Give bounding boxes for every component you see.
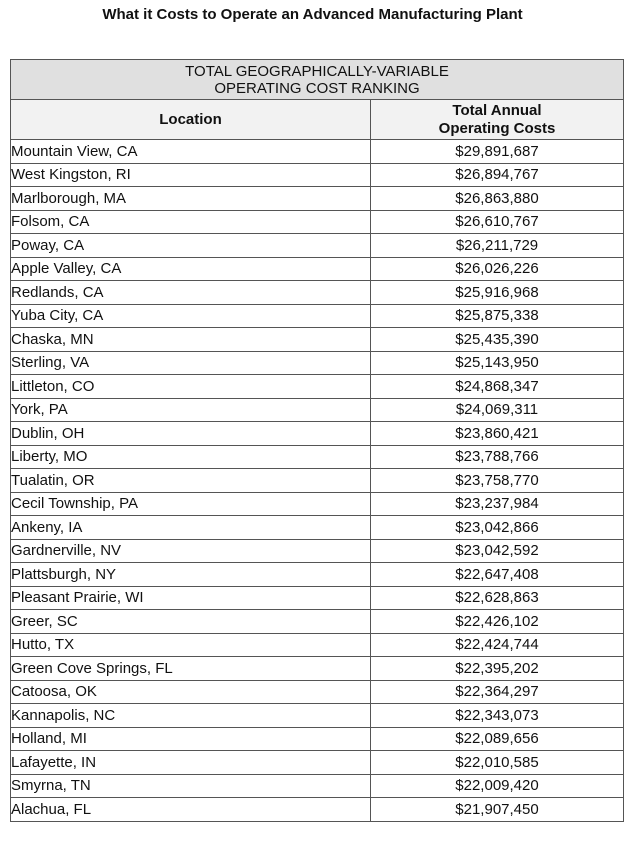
location-cell: Ankeny, IA xyxy=(11,516,371,540)
operating-cost-cell: $26,894,767 xyxy=(371,163,624,187)
operating-cost-cell: $22,647,408 xyxy=(371,563,624,587)
location-cell: Green Cove Springs, FL xyxy=(11,657,371,681)
table-row xyxy=(11,657,624,681)
table-row xyxy=(11,445,624,469)
table-band-title-row xyxy=(11,60,624,100)
operating-cost-cell: $25,435,390 xyxy=(371,328,624,352)
location-cell: Apple Valley, CA xyxy=(11,257,371,281)
table-column-header-row xyxy=(11,100,624,140)
table-row xyxy=(11,469,624,493)
location-cell: Cecil Township, PA xyxy=(11,492,371,516)
location-cell: Hutto, TX xyxy=(11,633,371,657)
location-cell: Littleton, CO xyxy=(11,375,371,399)
table-row xyxy=(11,727,624,751)
operating-cost-cell: $22,089,656 xyxy=(371,727,624,751)
location-cell: Smyrna, TN xyxy=(11,774,371,798)
location-cell: Poway, CA xyxy=(11,234,371,258)
operating-cost-cell: $22,364,297 xyxy=(371,680,624,704)
location-cell: Sterling, VA xyxy=(11,351,371,375)
table-row xyxy=(11,704,624,728)
operating-cost-cell: $23,758,770 xyxy=(371,469,624,493)
table-row xyxy=(11,774,624,798)
location-cell: Gardnerville, NV xyxy=(11,539,371,563)
operating-cost-cell: $23,237,984 xyxy=(371,492,624,516)
table-row xyxy=(11,375,624,399)
table-row xyxy=(11,328,624,352)
operating-cost-cell: $22,426,102 xyxy=(371,610,624,634)
location-cell: Lafayette, IN xyxy=(11,751,371,775)
location-cell: Dublin, OH xyxy=(11,422,371,446)
operating-cost-cell: $26,863,880 xyxy=(371,187,624,211)
table-row xyxy=(11,680,624,704)
location-cell: Mountain View, CA xyxy=(11,140,371,164)
table-row xyxy=(11,234,624,258)
table-band-title xyxy=(11,60,624,100)
table-row xyxy=(11,633,624,657)
operating-cost-cell: $23,860,421 xyxy=(371,422,624,446)
table-row xyxy=(11,210,624,234)
column-header-total-annual-operating-costs xyxy=(371,100,624,140)
operating-cost-ranking-table xyxy=(10,59,624,822)
location-cell: Marlborough, MA xyxy=(11,187,371,211)
table-row xyxy=(11,751,624,775)
location-cell: Tualatin, OR xyxy=(11,469,371,493)
location-cell: Pleasant Prairie, WI xyxy=(11,586,371,610)
operating-cost-cell: $25,143,950 xyxy=(371,351,624,375)
operating-cost-cell: $21,907,450 xyxy=(371,798,624,822)
operating-cost-cell: $22,395,202 xyxy=(371,657,624,681)
operating-cost-cell: $26,610,767 xyxy=(371,210,624,234)
operating-cost-cell: $26,211,729 xyxy=(371,234,624,258)
table-row xyxy=(11,257,624,281)
table-row xyxy=(11,281,624,305)
table-row xyxy=(11,187,624,211)
operating-cost-cell: $26,026,226 xyxy=(371,257,624,281)
location-cell: Kannapolis, NC xyxy=(11,704,371,728)
operating-cost-cell: $22,010,585 xyxy=(371,751,624,775)
table-row xyxy=(11,563,624,587)
location-cell: Greer, SC xyxy=(11,610,371,634)
table-row xyxy=(11,163,624,187)
table-row xyxy=(11,798,624,822)
cost-header-line1: Total Annual xyxy=(452,101,542,119)
location-cell: Catoosa, OK xyxy=(11,680,371,704)
table-row xyxy=(11,422,624,446)
location-cell: Chaska, MN xyxy=(11,328,371,352)
operating-cost-cell: $22,628,863 xyxy=(371,586,624,610)
location-cell: Liberty, MO xyxy=(11,445,371,469)
table-row xyxy=(11,304,624,328)
table-row xyxy=(11,140,624,164)
operating-cost-cell: $24,069,311 xyxy=(371,398,624,422)
table-row xyxy=(11,516,624,540)
location-cell: Holland, MI xyxy=(11,727,371,751)
table-row xyxy=(11,610,624,634)
table-body xyxy=(11,140,624,822)
location-cell: Redlands, CA xyxy=(11,281,371,305)
location-cell: Alachua, FL xyxy=(11,798,371,822)
table-row xyxy=(11,398,624,422)
table-row xyxy=(11,351,624,375)
location-cell: Plattsburgh, NY xyxy=(11,563,371,587)
operating-cost-cell: $29,891,687 xyxy=(371,140,624,164)
operating-cost-cell: $22,009,420 xyxy=(371,774,624,798)
location-cell: Yuba City, CA xyxy=(11,304,371,328)
table-row xyxy=(11,492,624,516)
document-title: What it Costs to Operate an Advanced Manufacturing Plant xyxy=(102,6,523,23)
operating-cost-cell: $23,788,766 xyxy=(371,445,624,469)
table-row xyxy=(11,586,624,610)
location-cell: York, PA xyxy=(11,398,371,422)
band-title-line2: OPERATING COST RANKING xyxy=(214,79,420,97)
operating-cost-cell: $22,424,744 xyxy=(371,633,624,657)
location-cell: West Kingston, RI xyxy=(11,163,371,187)
table-row xyxy=(11,539,624,563)
operating-cost-cell: $25,875,338 xyxy=(371,304,624,328)
operating-cost-cell: $23,042,866 xyxy=(371,516,624,540)
cost-header-line2: Operating Costs xyxy=(438,119,556,137)
operating-cost-cell: $24,868,347 xyxy=(371,375,624,399)
band-title-line1: TOTAL GEOGRAPHICALLY-VARIABLE xyxy=(185,62,449,80)
operating-cost-cell: $25,916,968 xyxy=(371,281,624,305)
column-header-location: Location xyxy=(11,100,371,140)
operating-cost-cell: $23,042,592 xyxy=(371,539,624,563)
location-cell: Folsom, CA xyxy=(11,210,371,234)
operating-cost-cell: $22,343,073 xyxy=(371,704,624,728)
